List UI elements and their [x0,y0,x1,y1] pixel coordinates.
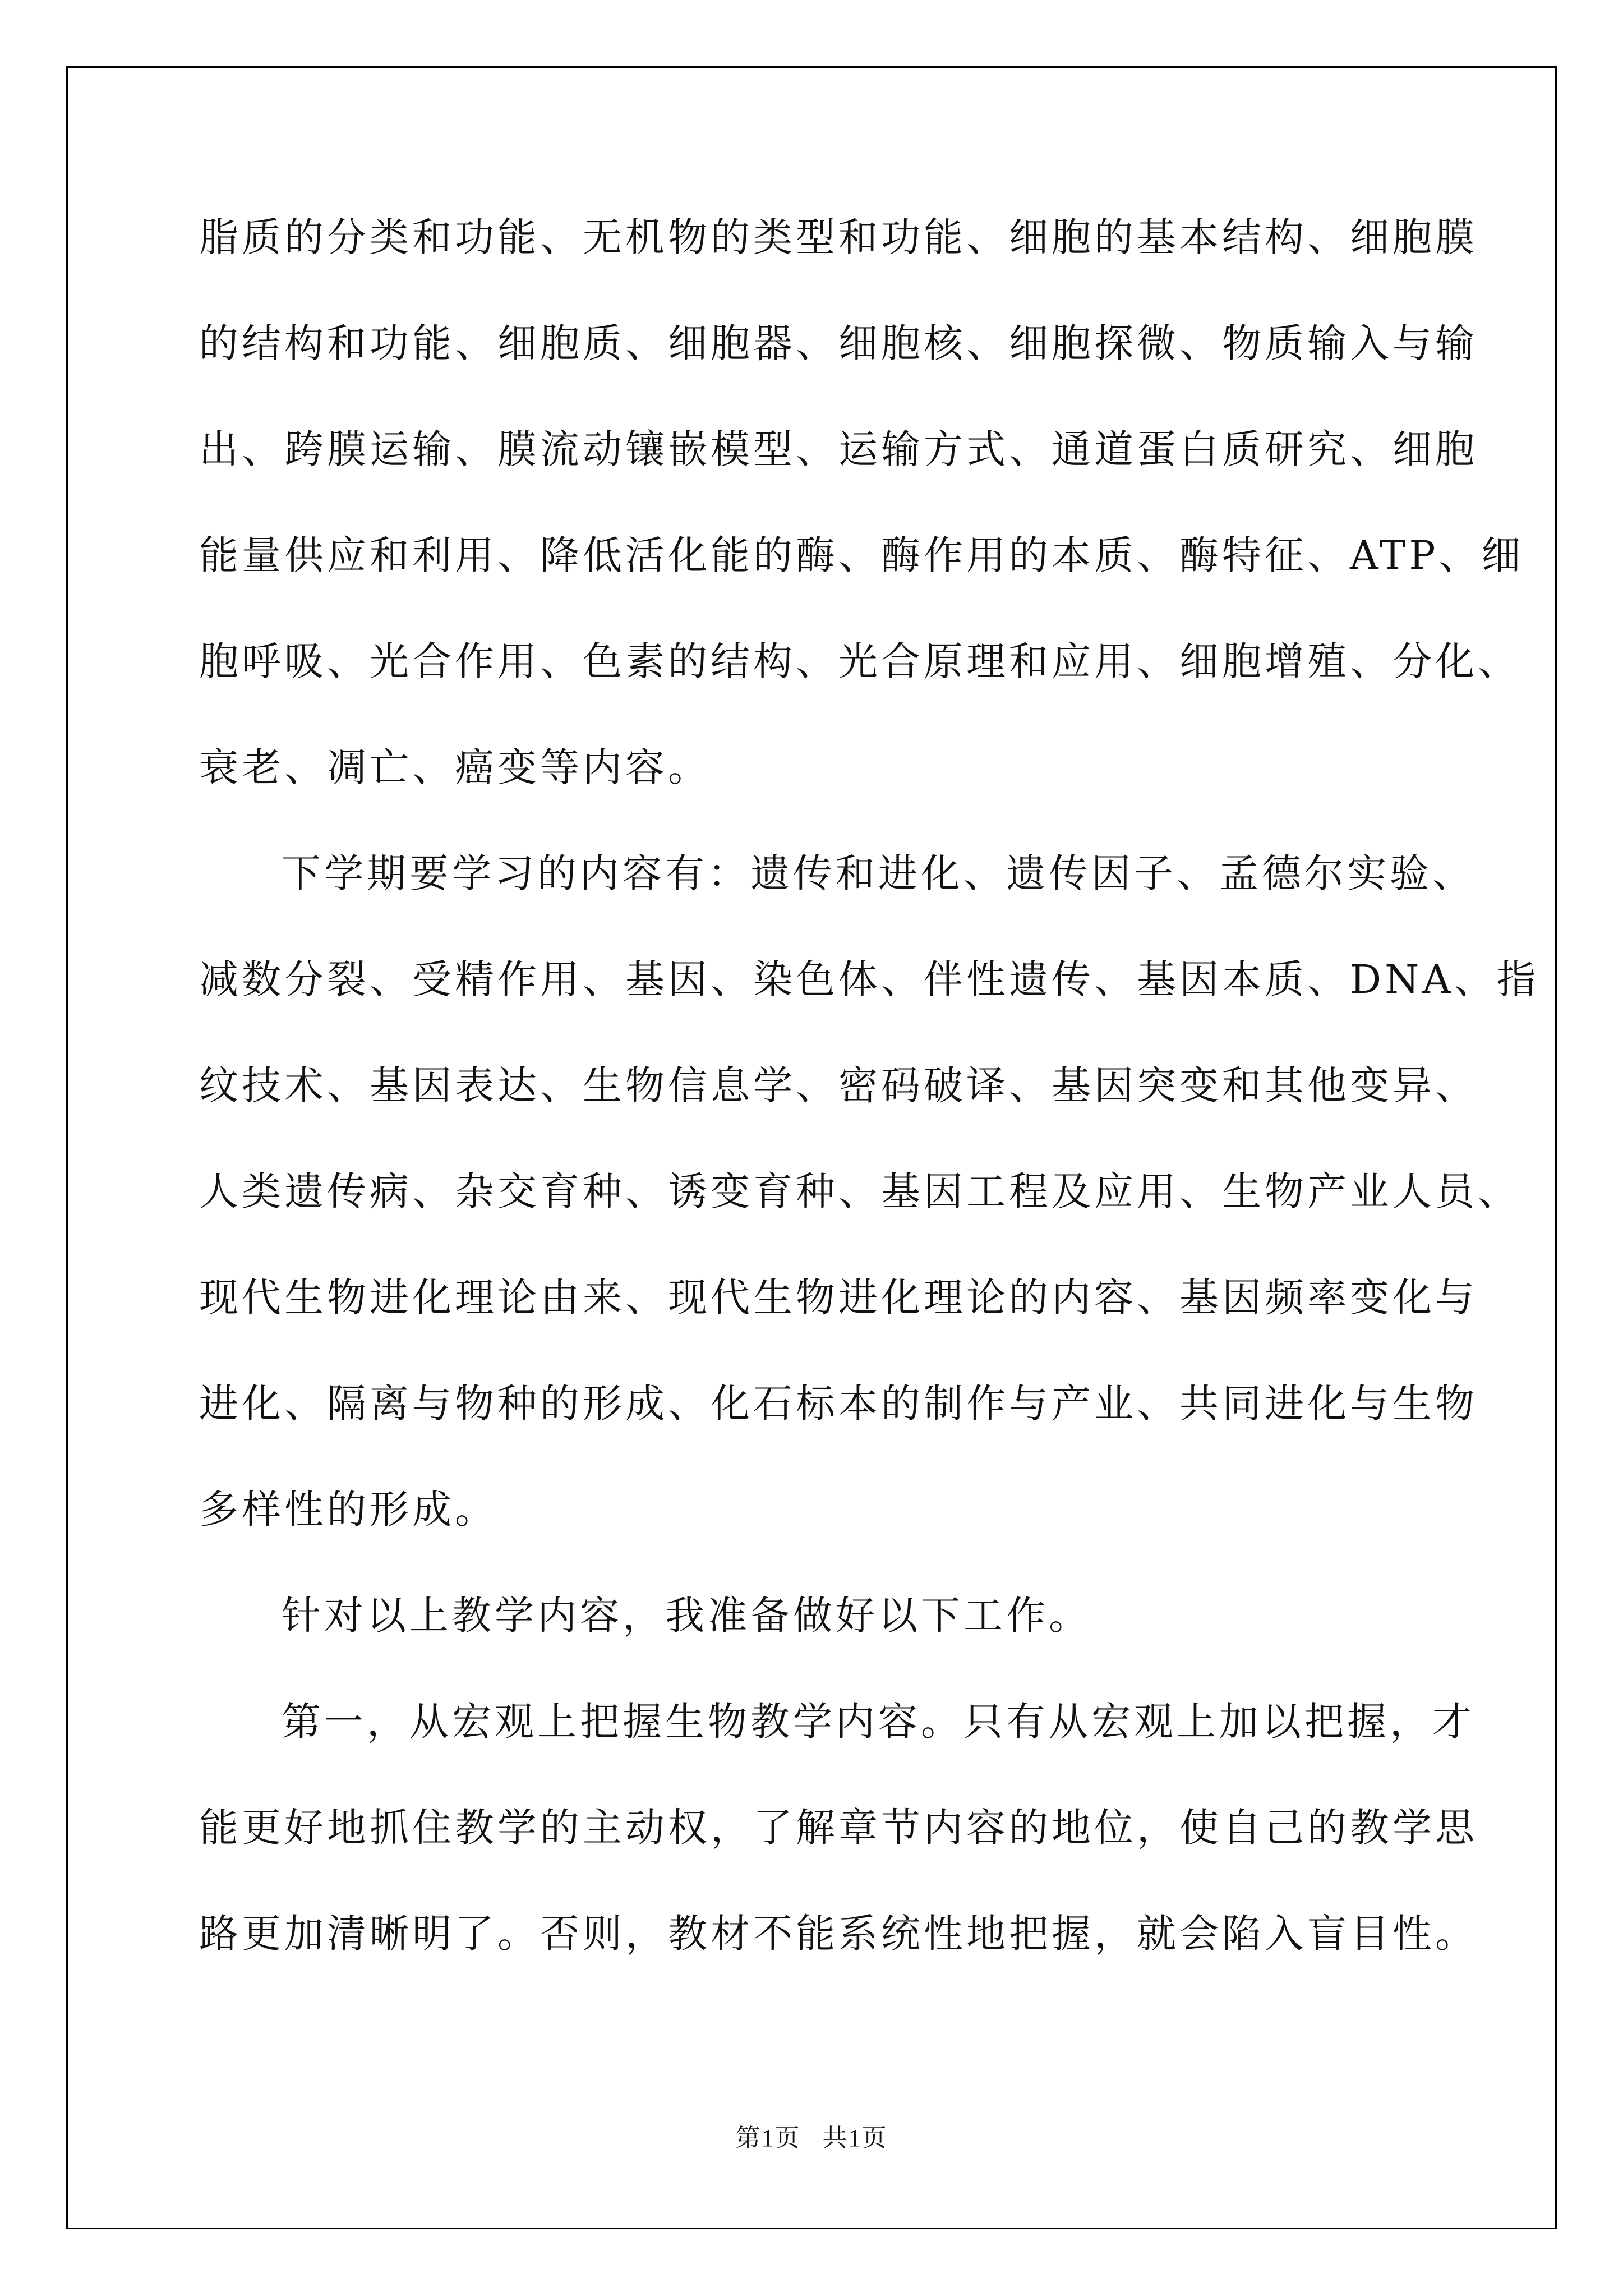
text-line: 的结构和功能、细胞质、细胞器、细胞核、细胞探微、物质输入与输 [199,320,1478,366]
text-line: 衰老、凋亡、癌变等内容。 [199,744,711,790]
text-line: 能更好地抓住教学的主动权，了解章节内容的地位，使自己的教学思 [199,1805,1478,1851]
text-line: 人类遗传病、杂交育种、诱变育种、基因工程及应用、生物产业人员、 [199,1168,1520,1214]
text-line: 减数分裂、受精作用、基因、染色体、伴性遗传、基因本质、DNA、指 [199,956,1539,1002]
paragraph-start-line: 下学期要学习的内容有：遗传和进化、遗传因子、孟德尔实验、 [282,850,1475,896]
text-line: 脂质的分类和功能、无机物的类型和功能、细胞的基本结构、细胞膜 [199,214,1478,260]
text-line: 胞呼吸、光合作用、色素的结构、光合原理和应用、细胞增殖、分化、 [199,638,1520,684]
text-line: 进化、隔离与物种的形成、化石标本的制作与产业、共同进化与生物 [199,1381,1478,1427]
document-body [199,214,1539,2020]
text-line: 出、跨膜运输、膜流动镶嵌模型、运输方式、通道蛋白质研究、细胞 [199,426,1478,472]
text-line: 能量供应和利用、降低活化能的酶、酶作用的本质、酶特征、ATP、细 [199,532,1524,578]
page-number-footer: 第1页 共1页 [735,2124,888,2152]
paragraph-start-line: 针对以上教学内容，我准备做好以下工作。 [282,1593,1091,1639]
text-line: 纹技术、基因表达、生物信息学、密码破译、基因突变和其他变异、 [199,1062,1478,1108]
text-line: 现代生物进化理论由来、现代生物进化理论的内容、基因频率变化与 [199,1274,1478,1320]
text-line: 多样性的形成。 [199,1487,497,1533]
text-line: 路更加清晰明了。否则，教材不能系统性地把握，就会陷入盲目性。 [199,1911,1478,1957]
paragraph-start-line: 第一，从宏观上把握生物教学内容。只有从宏观上加以把握，才 [282,1699,1475,1745]
